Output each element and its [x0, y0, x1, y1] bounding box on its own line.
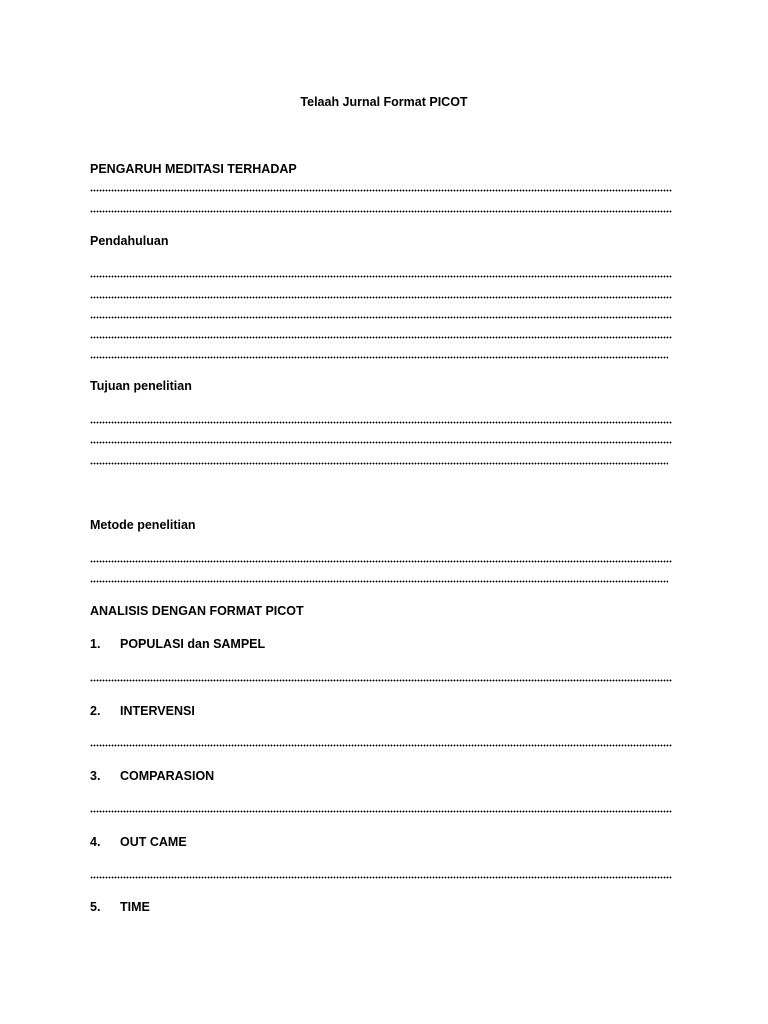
picot-fill-line [90, 807, 672, 815]
pendahuluan-fill-line-4 [90, 333, 672, 341]
topic-fill-line-2 [90, 207, 672, 215]
picot-item-label: TIME [120, 900, 150, 914]
metode-fill-line-1 [90, 557, 672, 565]
tujuan-fill-line-3 [90, 459, 668, 467]
picot-item-label: POPULASI dan SAMPEL [120, 637, 266, 651]
picot-fill-line [90, 676, 672, 684]
picot-item-label: INTERVENSI [120, 704, 195, 718]
tujuan-fill-line-2 [90, 438, 672, 446]
tujuan-fill-line-1 [90, 418, 672, 426]
picot-item-number: 3. [90, 769, 101, 783]
topic-heading: PENGARUH MEDITASI TERHADAP [90, 162, 297, 176]
section-tujuan: Tujuan penelitian [90, 379, 192, 393]
picot-fill-line [90, 873, 672, 881]
topic-fill-line-1 [90, 186, 672, 194]
pendahuluan-fill-line-3 [90, 313, 672, 321]
pendahuluan-fill-line-5 [90, 353, 668, 361]
picot-item-number: 2. [90, 704, 101, 718]
picot-item-label: OUT CAME [120, 835, 187, 849]
section-analisis: ANALISIS DENGAN FORMAT PICOT [90, 604, 304, 618]
picot-fill-line [90, 741, 672, 749]
document-title: Telaah Jurnal Format PICOT [300, 95, 468, 109]
picot-item-number: 5. [90, 900, 101, 914]
pendahuluan-fill-line-1 [90, 272, 672, 280]
picot-item-number: 4. [90, 835, 101, 849]
section-metode: Metode penelitian [90, 518, 196, 532]
metode-fill-line-2 [90, 577, 668, 585]
pendahuluan-fill-line-2 [90, 293, 672, 301]
section-pendahuluan: Pendahuluan [90, 234, 169, 248]
picot-item-label: COMPARASION [120, 769, 215, 783]
picot-item-number: 1. [90, 637, 101, 651]
